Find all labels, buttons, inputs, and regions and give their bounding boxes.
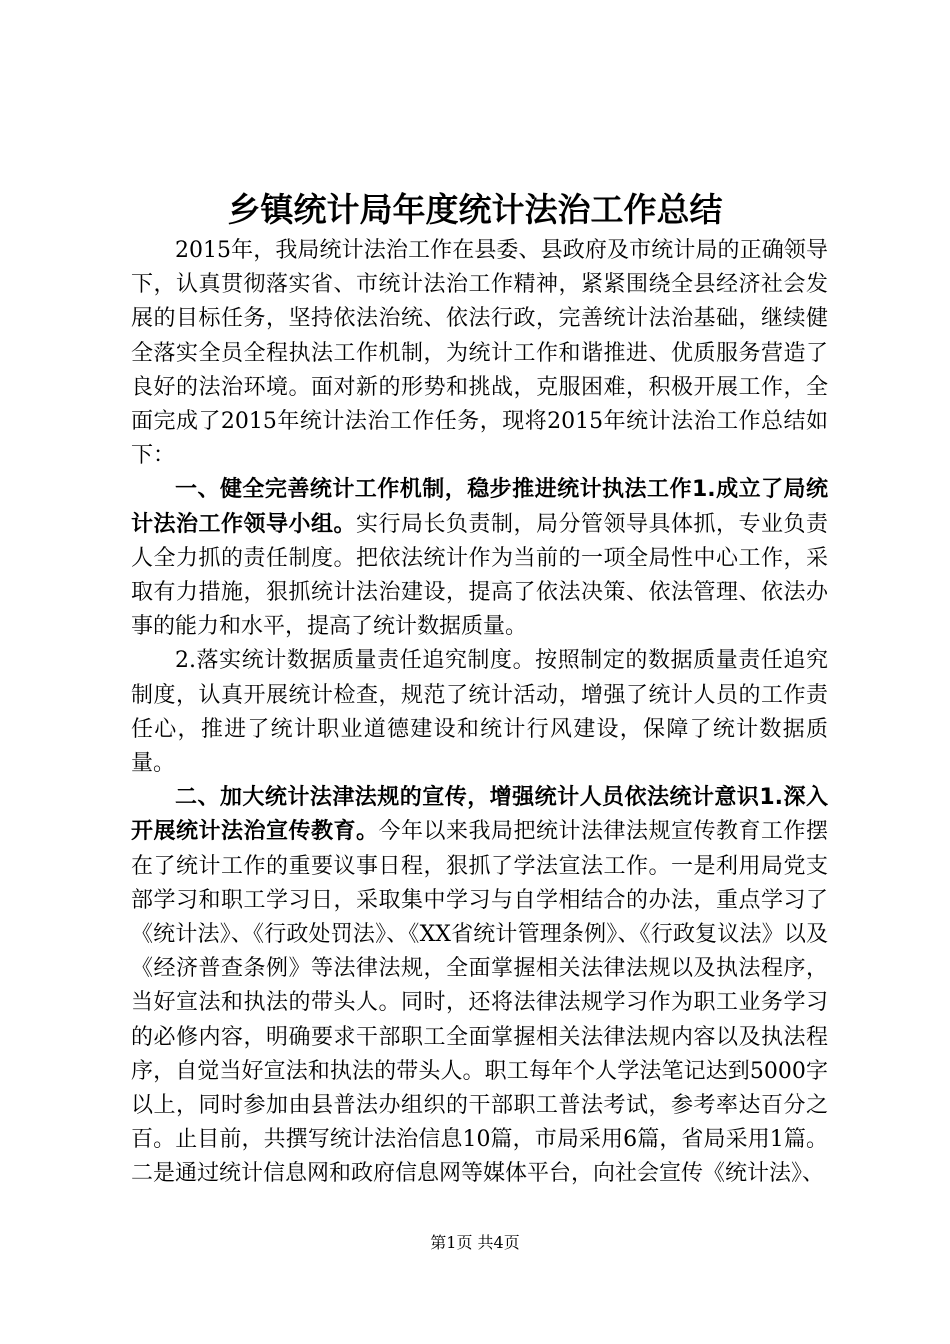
paragraph-lead: 二、加大统计法津法规的宣传，增强统计人员依法统计意识1.深入开展统计法治宣传教育。	[131, 785, 828, 845]
paragraph-section-1-item-2	[131, 644, 828, 781]
paragraph-text: 今年以来我局把统计法律法规宣传教育工作摆在了统计工作的重要议事日程，狠抓了学法宣法工作。一是利用局党支部学习和职工学习日，采取集中学习与自学相结合的办法，重点学习了《统计法》、《行政处罚法》、《XX省统计管理条例》、《行政复议法》以及《经济普查条例》等法律法规，全面掌握相关法律法规以及执法程序，当好宣法和执法的带头人。同时，还将法律法规学习作为职工业务学习的必修内容，明确要求干部职工全面掌握相关法律法规内容以及执法程序，自觉当好宣法和执法的带头人。职工每年个人学法笔记达到5000字以上，同时参加由县普法办组织的干部职工普法考试，参考率达百分之百。止目前，共撰写统计法治信息10篇，市局采用6篇，省局采用1篇。二是通过统计信息网和政府信息网等媒体平台，向社会宣传《统计法》、	[131, 819, 828, 1187]
paragraph-section-2	[131, 781, 828, 1191]
page-footer: 第1页 共4页	[430, 1233, 520, 1252]
paragraph-text: 2015年，我局统计法治工作在县委、县政府及市统计局的正确领导下，认真贯彻落实省、市统计法治工作精神，紧紧围绕全县经济社会发展的目标任务，坚持依法治统、依法行政，完善统计法治基础，继续健全落实全员全程执法工作机制，为统计工作和谐推进、优质服务营造了良好的法治环境。面对新的形势和挑战，克服困难，积极开展工作，全面完成了2015年统计法治工作任务，现将2015年统计法治工作总结如下：	[131, 238, 828, 469]
paragraph-intro	[131, 234, 828, 473]
document-body	[131, 234, 828, 1192]
paragraph-text: 实行局长负责制，局分管领导具体抓，专业负责人全力抓的责任制度。把依法统计作为当前的一项全局性中心工作，采取有力措施，狠抓统计法治建设，提高了依法决策、依法管理、依法办事的能力和水平，提高了统计数据质量。	[131, 511, 828, 640]
paragraph-text: 2.落实统计数据质量责任追究制度。按照制定的数据质量责任追究制度，认真开展统计检查，规范了统计活动，增强了统计人员的工作责任心，推进了统计职业道德建设和统计行风建设，保障了统计数据质量。	[131, 648, 828, 777]
paragraph-lead: 一、健全完善统计工作机制，稳步推进统计执法工作1.成立了局统计法治工作领导小组。	[131, 477, 828, 537]
document-title: 乡镇统计局年度统计法治工作总结	[227, 190, 723, 229]
paragraph-section-1	[131, 473, 828, 644]
